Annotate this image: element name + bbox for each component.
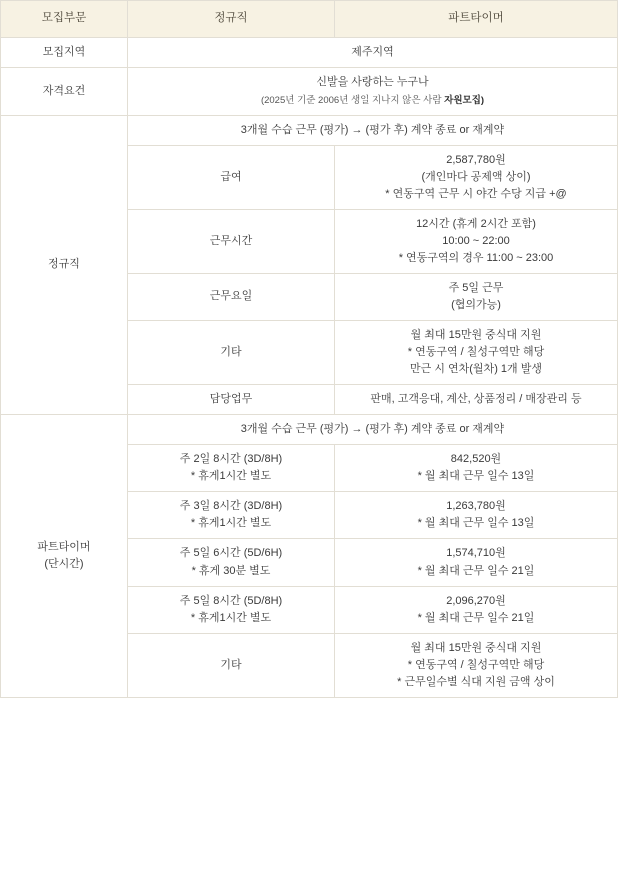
parttime-schedule-3	[128, 539, 335, 586]
row-value-qualification	[128, 67, 618, 115]
parttime-schedule-2-line-2: * 휴게1시간 별도	[190, 517, 272, 530]
parttime-schedule-3-line-1: 주 5일 6시간 (5D/6H)	[179, 547, 283, 560]
parttime-pay-4-line-1: 2,096,270원	[446, 594, 506, 607]
fulltime-salary-label: 급여	[128, 145, 335, 209]
qualification-note	[132, 94, 613, 109]
header-category: 모집부문	[1, 1, 128, 38]
fulltime-hours-value	[335, 209, 618, 273]
parttime-schedule-3-line-2: * 휴게 30분 별도	[191, 564, 271, 577]
table-header	[1, 1, 618, 38]
parttime-pay-3	[335, 539, 618, 586]
qualification-main: 신발을 사랑하는 누구나	[316, 75, 429, 88]
parttime-pay-2-line-2: * 월 최대 근무 일수 13일	[417, 517, 535, 530]
header-fulltime: 정규직	[128, 1, 335, 38]
fulltime-etc-line-3: 만근 시 연차(월차) 1개 발생	[410, 363, 542, 376]
parttime-pay-4	[335, 586, 618, 633]
fulltime-days-line-2: (협의가능)	[451, 299, 501, 311]
parttime-schedule-1	[128, 445, 335, 492]
table-row-fulltime-intro	[1, 115, 618, 145]
header-parttime: 파트타이머	[335, 1, 618, 38]
parttime-pay-1-line-2: * 월 최대 근무 일수 13일	[417, 470, 535, 483]
fulltime-duties-label: 담당업무	[128, 385, 335, 415]
parttime-etc-line-3: * 근무일수별 식대 지원 금액 상이	[397, 675, 555, 688]
parttime-schedule-1-line-2: * 휴게1시간 별도	[190, 470, 272, 483]
fulltime-hours-line-3: * 연동구역의 경우 11:00 ~ 23:00	[398, 251, 554, 264]
parttime-label-main: 파트타이머	[37, 540, 91, 553]
fulltime-salary-line-1: 2,587,780원	[446, 153, 506, 166]
parttime-etc-line-1: 월 최대 15만원 중식대 지원	[410, 641, 542, 654]
table-row-parttime-intro	[1, 415, 618, 445]
fulltime-days-label: 근무요일	[128, 273, 335, 320]
parttime-intro: 3개월 수습 근무 (평가) → (평가 후) 계약 종료 or 재계약	[128, 415, 618, 445]
qualification-note-bold: 자원모집)	[444, 94, 485, 106]
row-label-region: 모집지역	[1, 37, 128, 67]
fulltime-etc-line-1: 월 최대 15만원 중식대 지원	[410, 329, 542, 342]
table-row-region	[1, 37, 618, 67]
qualification-note-text: (2025년 기준 2006년 생일 지나지 않은 사람	[260, 94, 445, 106]
fulltime-etc-value	[335, 321, 618, 385]
header-row	[1, 1, 618, 38]
parttime-schedule-2	[128, 492, 335, 539]
fulltime-hours-label: 근무시간	[128, 209, 335, 273]
parttime-pay-2	[335, 492, 618, 539]
parttime-etc-line-2: * 연동구역 / 칠성구역만 해당	[407, 658, 545, 671]
parttime-schedule-4	[128, 586, 335, 633]
parttime-pay-4-line-2: * 월 최대 근무 일수 21일	[417, 611, 535, 624]
row-label-qualification: 자격요건	[1, 67, 128, 115]
parttime-pay-3-line-2: * 월 최대 근무 일수 21일	[417, 564, 535, 577]
fulltime-etc-line-2: * 연동구역 / 칠성구역만 해당	[407, 346, 545, 359]
fulltime-days-value	[335, 273, 618, 320]
fulltime-intro: 3개월 수습 근무 (평가) → (평가 후) 계약 종료 or 재계약	[128, 115, 618, 145]
section-label-fulltime: 정규직	[1, 115, 128, 415]
parttime-pay-1	[335, 445, 618, 492]
fulltime-salary-line-3: * 연동구역 근무 시 야간 수당 지급 +@	[385, 187, 567, 200]
table-body	[1, 37, 618, 697]
parttime-etc-label: 기타	[128, 633, 335, 697]
parttime-etc-value	[335, 633, 618, 697]
parttime-label-sub: (단시간)	[44, 558, 84, 571]
parttime-schedule-1-line-1: 주 2일 8시간 (3D/8H)	[179, 453, 283, 466]
fulltime-salary-value	[335, 145, 618, 209]
parttime-schedule-2-line-1: 주 3일 8시간 (3D/8H)	[179, 500, 283, 513]
parttime-pay-1-line-1: 842,520원	[450, 453, 502, 466]
section-label-parttime	[1, 415, 128, 698]
row-value-region: 제주지역	[128, 37, 618, 67]
fulltime-hours-line-1: 12시간 (휴게 2시간 포함)	[416, 217, 536, 230]
fulltime-salary-line-2: (개인마다 공제액 상이)	[421, 170, 531, 183]
table-row-qualification	[1, 67, 618, 115]
fulltime-etc-label: 기타	[128, 321, 335, 385]
parttime-schedule-4-line-2: * 휴게1시간 별도	[190, 611, 272, 624]
parttime-pay-3-line-1: 1,574,710원	[446, 547, 506, 560]
fulltime-hours-line-2: 10:00 ~ 22:00	[442, 234, 510, 247]
parttime-pay-2-line-1: 1,263,780원	[446, 500, 506, 513]
fulltime-duties-value: 판매, 고객응대, 계산, 상품정리 / 매장관리 등	[335, 385, 618, 415]
parttime-schedule-4-line-1: 주 5일 8시간 (5D/8H)	[179, 594, 283, 607]
fulltime-days-line-1: 주 5일 근무	[448, 281, 504, 294]
